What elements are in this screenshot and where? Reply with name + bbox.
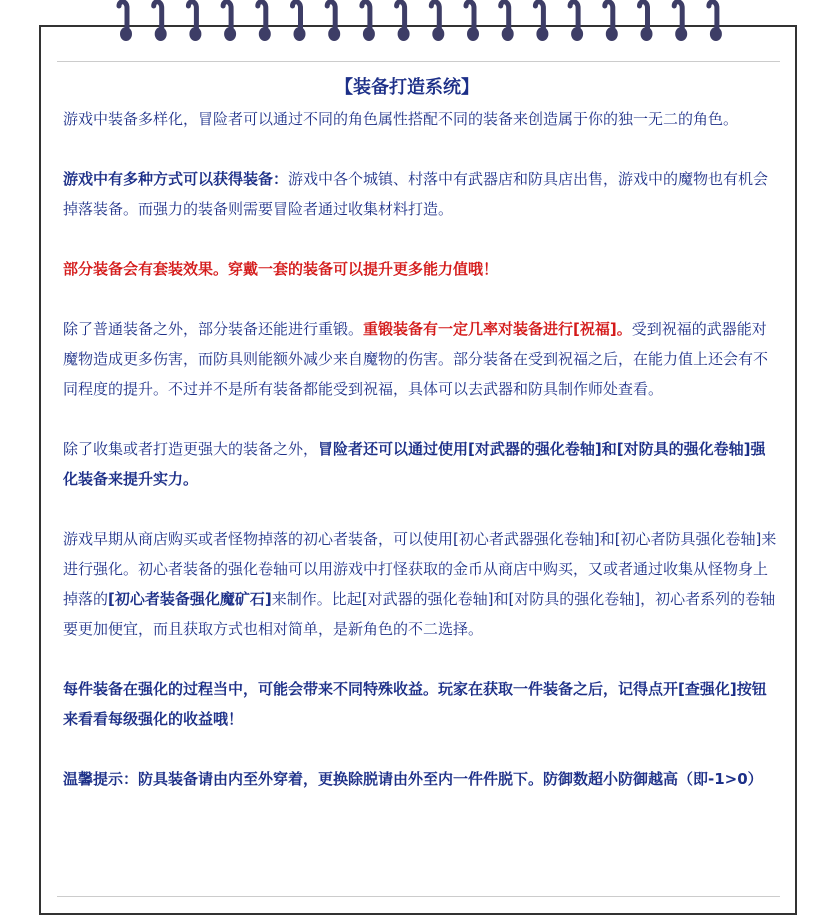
set-effect-text: 部分装备会有套装效果。穿戴一套的装备可以提升更多能力值哦！ [63, 260, 499, 278]
binding-hole-icon [328, 27, 340, 41]
binding-hole-icon [294, 27, 306, 41]
obtain-heading: 游戏中有多种方式可以获得装备： [63, 170, 289, 188]
binding-hole-icon [606, 27, 618, 41]
reforge-highlight: 重锻装备有一定几率对装备进行[祝福]。 [363, 320, 632, 338]
reforge-text-2: 受到祝福的武器能对魔物造成更多伤害，而防具则能额外减少来自魔物的伤害。部分装备在受到祝福之后，在能力值上还会有不同程度的提升。不过并不是所有装备都能受到祝福，具体可以去武器和防具制作师处查看。 [63, 320, 769, 398]
binding-hole-icon [189, 27, 201, 41]
reforge-text-1: 除了普通装备之外，部分装备还能进行重锻。 [63, 320, 364, 338]
binding-ring-icon [431, 2, 439, 28]
binding-ring-icon [570, 2, 578, 28]
paragraph-scrolls [63, 434, 779, 494]
binding-hole-icon [641, 27, 653, 41]
binding-ring-icon [674, 2, 682, 28]
paragraph-reforge [63, 314, 779, 404]
top-divider [57, 61, 780, 62]
binding-ring-icon [258, 2, 266, 28]
paragraph-set-effect [63, 254, 779, 284]
spiral-binding [0, 0, 814, 44]
binding-hole-icon [571, 27, 583, 41]
beginner-highlight: [初心者装备强化魔矿石] [108, 590, 272, 608]
tip-text: 温馨提示：防具装备请由内至外穿着，更换除脱请由外至内一件件脱下。防御数超小防御越高（即-1>0） [63, 770, 763, 788]
paragraph-enhance-bonus [63, 674, 779, 734]
article-body [63, 104, 779, 824]
binding-hole-icon [224, 27, 236, 41]
paragraph-intro: 游戏中装备多样化，冒险者可以通过不同的角色属性搭配不同的装备来创造属于你的独一无二的角色。 [63, 110, 739, 128]
beginner-text-2: 来制作。比起[对武器的强化卷轴]和[对防具的强化卷轴]，初心者系列的卷轴要更加便宜，而且获取方式也相对简单，是新角色的不二选择。 [63, 590, 776, 638]
binding-ring-icon [119, 2, 127, 28]
obtain-text: 游戏中各个城镇、村落中有武器店和防具店出售，游戏中的魔物也有机会掉落装备。而强力的装备则需要冒险者通过收集材料打造。 [63, 170, 769, 218]
binding-hole-icon [398, 27, 410, 41]
bottom-divider [57, 896, 780, 897]
binding-ring-icon [640, 2, 648, 28]
binding-ring-icon [605, 2, 613, 28]
binding-hole-icon [536, 27, 548, 41]
binding-hole-icon [432, 27, 444, 41]
binding-ring-icon [501, 2, 509, 28]
paragraph-obtain [63, 164, 779, 224]
binding-hole-icon [675, 27, 687, 41]
binding-hole-icon [710, 27, 722, 41]
binding-hole-icon [120, 27, 132, 41]
scrolls-highlight: 冒险者还可以通过使用[对武器的强化卷轴]和[对防具的强化卷轴]强化装备来提升实力。 [63, 440, 766, 488]
binding-ring-icon [397, 2, 405, 28]
enhance-bonus-text: 每件装备在强化的过程当中，可能会带来不同特殊收益。玩家在获取一件装备之后，记得点开[查强化]按钮来看看每级强化的收益哦！ [63, 680, 767, 728]
binding-ring-icon [188, 2, 196, 28]
binding-hole-icon [259, 27, 271, 41]
binding-hole-icon [363, 27, 375, 41]
paragraph-tip [63, 764, 779, 794]
paragraph-beginner [63, 524, 779, 644]
binding-ring-icon [709, 2, 717, 28]
binding-ring-icon [154, 2, 162, 28]
binding-ring-icon [535, 2, 543, 28]
binding-hole-icon [502, 27, 514, 41]
binding-ring-icon [293, 2, 301, 28]
page-title: 【装备打造系统】 [335, 77, 479, 98]
binding-ring-icon [362, 2, 370, 28]
binding-ring-icon [223, 2, 231, 28]
binding-ring-icon [327, 2, 335, 28]
scrolls-text: 除了收集或者打造更强大的装备之外， [63, 440, 319, 458]
binding-hole-icon [467, 27, 479, 41]
beginner-text-1: 游戏早期从商店购买或者怪物掉落的初心者装备，可以使用[初心者武器强化卷轴]和[初心者防具强化卷轴]来进行强化。初心者装备的强化卷轴可以用游戏中打怪获取的金币从商店中购买，又或者通过收集从怪物身上掉落的 [63, 530, 777, 608]
binding-ring-icon [466, 2, 474, 28]
binding-hole-icon [155, 27, 167, 41]
